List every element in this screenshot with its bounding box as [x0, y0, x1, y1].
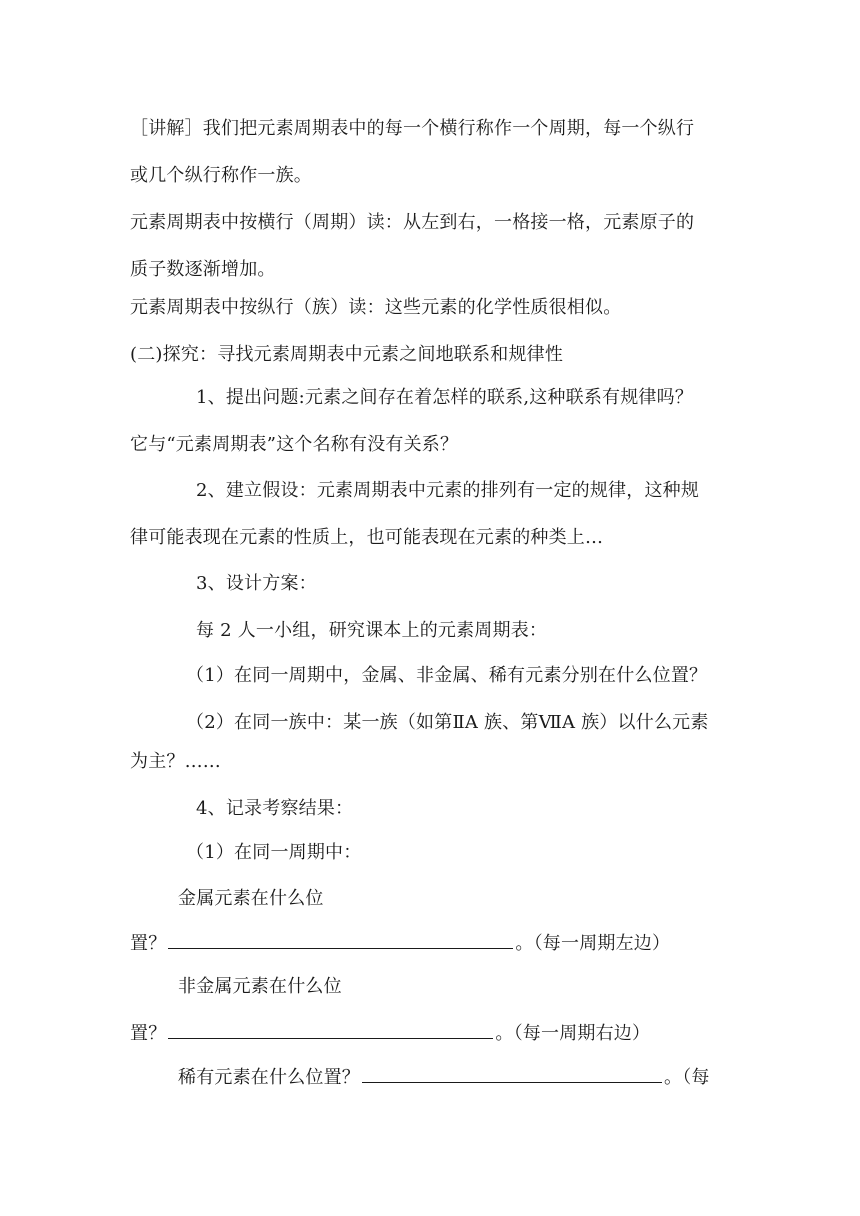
metal-answer-hint: 。（每一周期左边） — [515, 933, 671, 954]
nonmetal-question-line-1: 非金属元素在什么位 — [178, 976, 342, 997]
plan-question-2-line-1: （2）在同一族中：某一族（如第ⅡA 族、第ⅦA 族）以什么元素 — [186, 712, 709, 733]
noble-answer-hint: 。（每 — [664, 1067, 710, 1088]
step-2-hypothesis-line-1: 2、建立假设：元素周期表中元素的排列有一定的规律，这种规 — [196, 480, 700, 501]
noble-question-line — [178, 1064, 710, 1090]
metal-question-line-2 — [130, 930, 670, 956]
record-period-heading: （1）在同一周期中： — [186, 842, 362, 863]
metal-question-prefix: 置？ — [130, 933, 167, 954]
noble-question-prefix: 稀有元素在什么位置？ — [178, 1067, 360, 1088]
plan-question-1: （1）在同一周期中，金属、非金属、稀有元素分别在什么位置？ — [186, 665, 708, 686]
paragraph-explanation-line-2: 或几个纵行称作一族。 — [130, 165, 312, 186]
step-2-hypothesis-line-2: 律可能表现在元素的性质上，也可能表现在元素的种类上… — [130, 527, 604, 548]
nonmetal-question-line-2 — [130, 1020, 650, 1046]
noble-answer-blank[interactable] — [362, 1064, 662, 1083]
nonmetal-answer-blank[interactable] — [168, 1020, 493, 1039]
paragraph-group-line: 元素周期表中按纵行（族）读：这些元素的化学性质很相似。 — [130, 297, 622, 318]
paragraph-period-line-1: 元素周期表中按横行（周期）读：从左到右，一格接一格，元素原子的 — [130, 212, 695, 233]
nonmetal-answer-hint: 。（每一周期右边） — [495, 1023, 651, 1044]
paragraph-explanation-line-1: ［讲解］我们把元素周期表中的每一个横行称作一个周期，每一个纵行 — [130, 118, 695, 139]
step-3-plan: 3、设计方案： — [196, 573, 317, 594]
step-4-record: 4、记录考察结果： — [196, 798, 354, 819]
step-1-question-line-1: 1、提出问题:元素之间存在着怎样的联系,这种联系有规律吗？ — [196, 387, 694, 408]
step-1-question-line-2: 它与“元素周期表”这个名称有没有关系？ — [130, 434, 459, 455]
plan-group-instruction: 每 2 人一小组，研究课本上的元素周期表： — [196, 620, 548, 641]
section-heading-inquiry: (二)探究：寻找元素周期表中元素之间地联系和规律性 — [130, 344, 564, 365]
plan-question-2-line-2: 为主？…… — [130, 751, 221, 772]
nonmetal-question-prefix: 置？ — [130, 1023, 167, 1044]
paragraph-period-line-2: 质子数逐渐增加。 — [130, 259, 276, 280]
metal-answer-blank[interactable] — [168, 930, 513, 949]
metal-question-line-1: 金属元素在什么位 — [178, 888, 324, 909]
